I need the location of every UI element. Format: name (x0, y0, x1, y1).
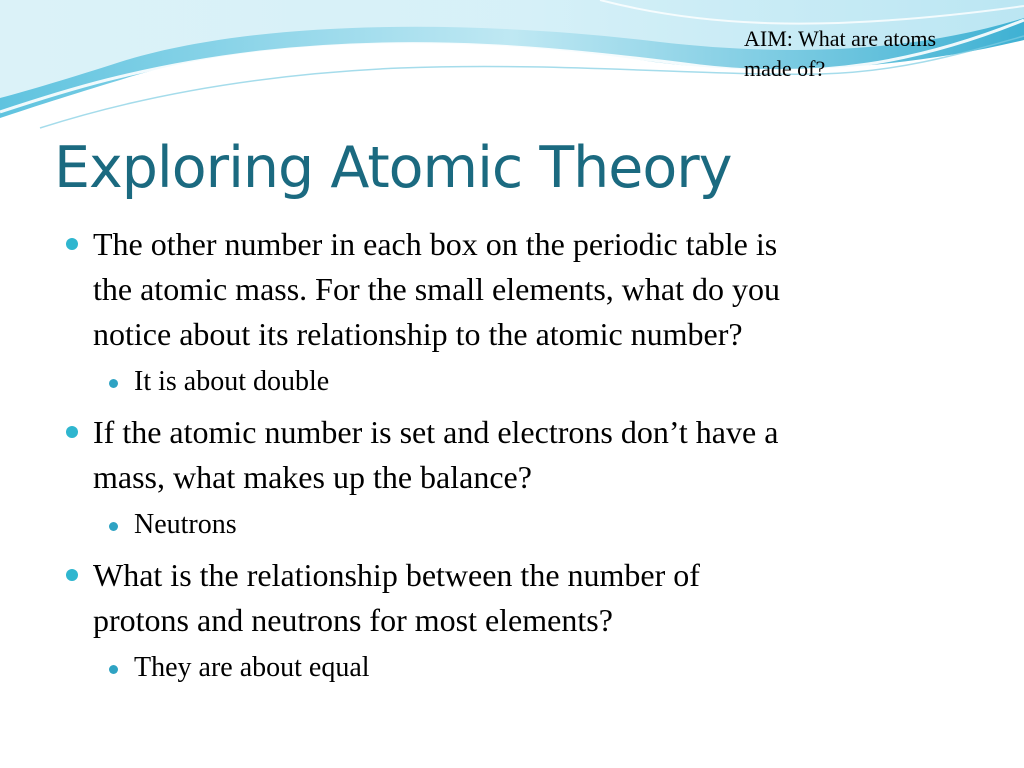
bullet-question-2 (62, 410, 962, 500)
bullet-text-line: What is the relationship between the number of (93, 557, 700, 593)
aim-note (744, 24, 1004, 84)
sub-bullet-answer-2: Neutrons (134, 506, 962, 544)
bullet-list (62, 222, 962, 696)
bullet-question-3 (62, 553, 962, 643)
aim-line-1: AIM: What are atoms (744, 26, 937, 51)
bullet-text-line: The other number in each box on the periodic table is (93, 226, 778, 262)
bullet-text-line: the atomic mass. For the small elements, what do you (93, 271, 780, 307)
slide-title: Exploring Atomic Theory (54, 135, 732, 201)
bullet-question-1 (62, 222, 962, 357)
bullet-text-line: protons and neutrons for most elements? (93, 602, 613, 638)
sub-bullet-answer-3: They are about equal (134, 649, 962, 687)
bullet-text-line: notice about its relationship to the atomic number? (93, 316, 743, 352)
bullet-text-line: If the atomic number is set and electrons don’t have a (93, 414, 779, 450)
sub-bullet-answer-1: It is about double (134, 363, 962, 401)
aim-line-2: made of? (744, 56, 826, 81)
bullet-text-line: mass, what makes up the balance? (93, 459, 532, 495)
